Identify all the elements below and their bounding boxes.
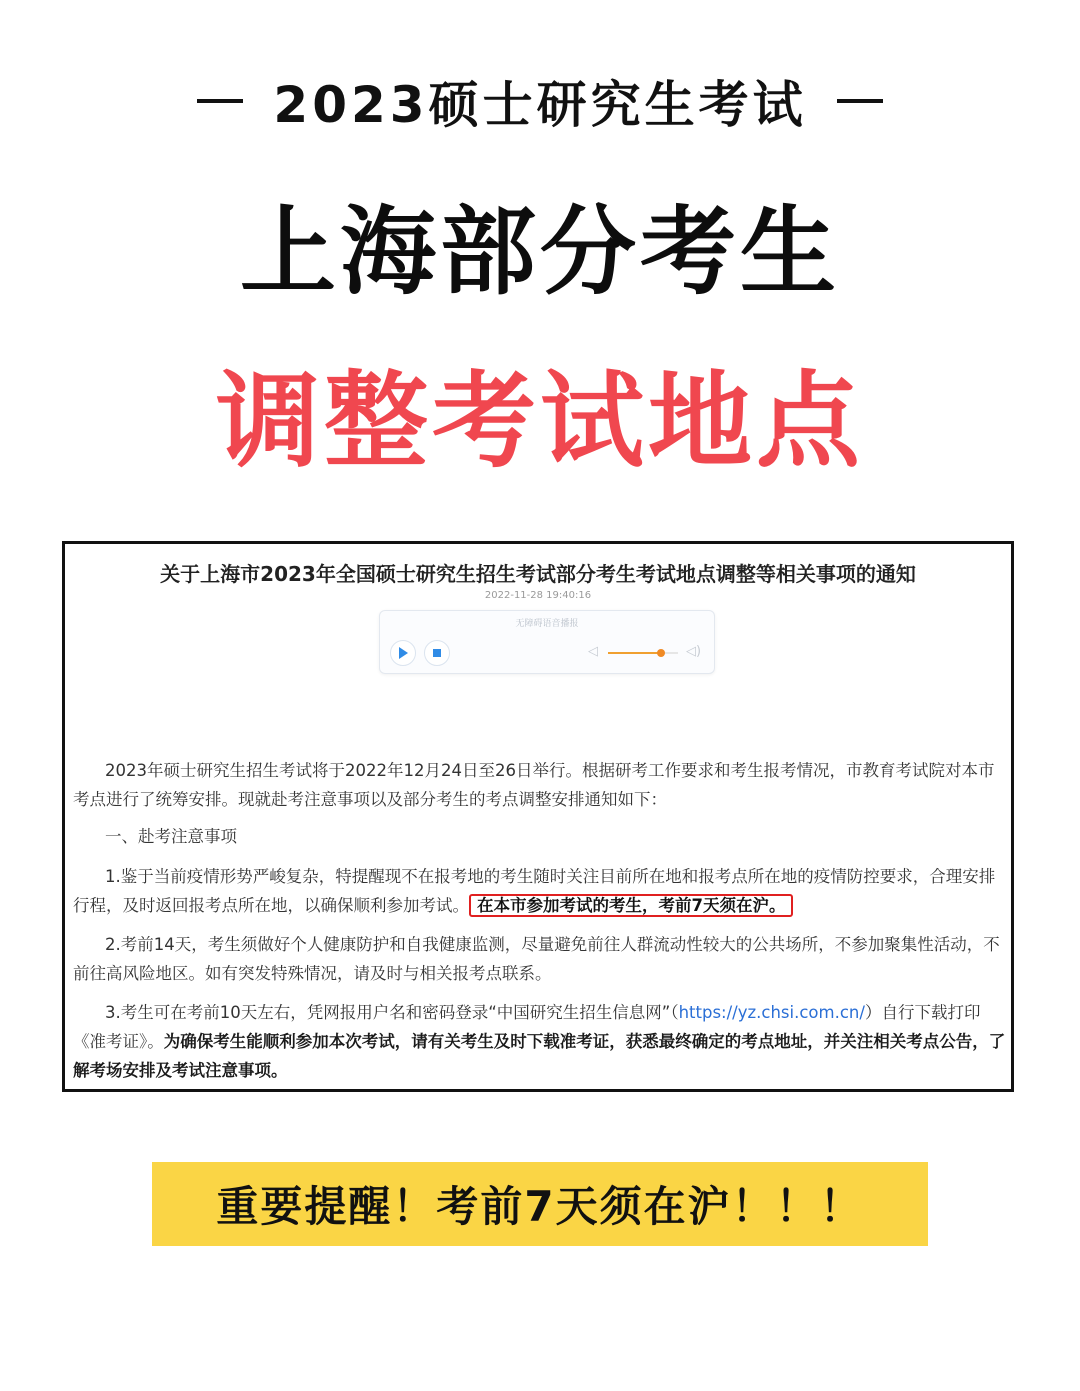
play-button[interactable]	[390, 640, 416, 666]
notice-date: 2022-11-28 19:40:16	[484, 590, 592, 601]
volume-low-icon: ◁	[588, 644, 598, 659]
headline-line1: 上海部分考生	[240, 196, 840, 308]
notice-card	[62, 541, 1014, 1092]
volume-high-icon: ◁)	[686, 644, 702, 659]
reminder-text: 重要提醒！考前7天须在沪！！！	[216, 1182, 864, 1231]
item2-text: 2.考前14天，考生须做好个人健康防护和自我健康监测，尽量避免前往人群流动性较大的公共场所，不参加聚集性活动，不前往高风险地区。如有突发特殊情况，请及时与相关报考点联系。	[73, 935, 1000, 983]
audio-player	[379, 610, 715, 674]
volume-knob[interactable]	[657, 649, 665, 657]
headline-line2: 调整考试地点	[215, 360, 864, 482]
item3-bold: 为确保考生能顺利参加本次考试，请有关考生及时下载准考证，获悉最终确定的考点地址，并关注相关考点公告，了解考场安排及考试注意事项。	[73, 1032, 1006, 1080]
item3-text-b: ）自行下载打印《准考证》。	[73, 1003, 981, 1051]
item1-text: 1.鉴于当前疫情形势严峻复杂，特提醒现不在报考地的考生随时关注目前所在地和报考点所在地的疫情防控要求，合理安排行程，及时返回报考点所在地，以确保顺利参加考试。	[73, 867, 996, 915]
stop-button[interactable]	[424, 640, 450, 666]
intro-text: 2023年硕士研究生招生考试将于2022年12月24日至26日举行。根据研考工作要求和考生报考情况，市教育考试院对本市考点进行了统筹安排。现就赴考注意事项以及部分考生的考点调整安排通知如下：	[73, 761, 995, 809]
volume-fill	[608, 652, 661, 654]
exam-title-row	[0, 66, 1080, 136]
section1-heading-row	[73, 822, 1009, 851]
item1-paragraph	[73, 862, 1009, 920]
item3-text-a: 3.考生可在考前10天左右，凭网报用户名和密码登录“中国研究生招生信息网”（	[105, 1003, 679, 1022]
player-label: 无障碍语音播报	[515, 619, 579, 629]
item1-highlight: 在本市参加考试的考生，考前7天须在沪。	[469, 894, 793, 917]
stop-icon	[433, 649, 441, 657]
item3-paragraph	[73, 998, 1009, 1085]
notice-title: 关于上海市2023年全国硕士研究生招生考试部分考生考试地点调整等相关事项的通知	[160, 562, 916, 586]
chsi-link[interactable]: https://yz.chsi.com.cn/	[678, 1003, 865, 1022]
intro-paragraph	[73, 756, 1009, 814]
item2-paragraph	[73, 930, 1009, 988]
volume-slider[interactable]	[608, 652, 678, 654]
exam-title: 2023硕士研究生考试	[273, 76, 807, 134]
reminder-banner	[152, 1162, 928, 1246]
left-dash	[197, 99, 243, 103]
right-dash	[837, 99, 883, 103]
section1-heading: 一、赴考注意事项	[105, 827, 237, 846]
play-icon	[398, 647, 408, 659]
